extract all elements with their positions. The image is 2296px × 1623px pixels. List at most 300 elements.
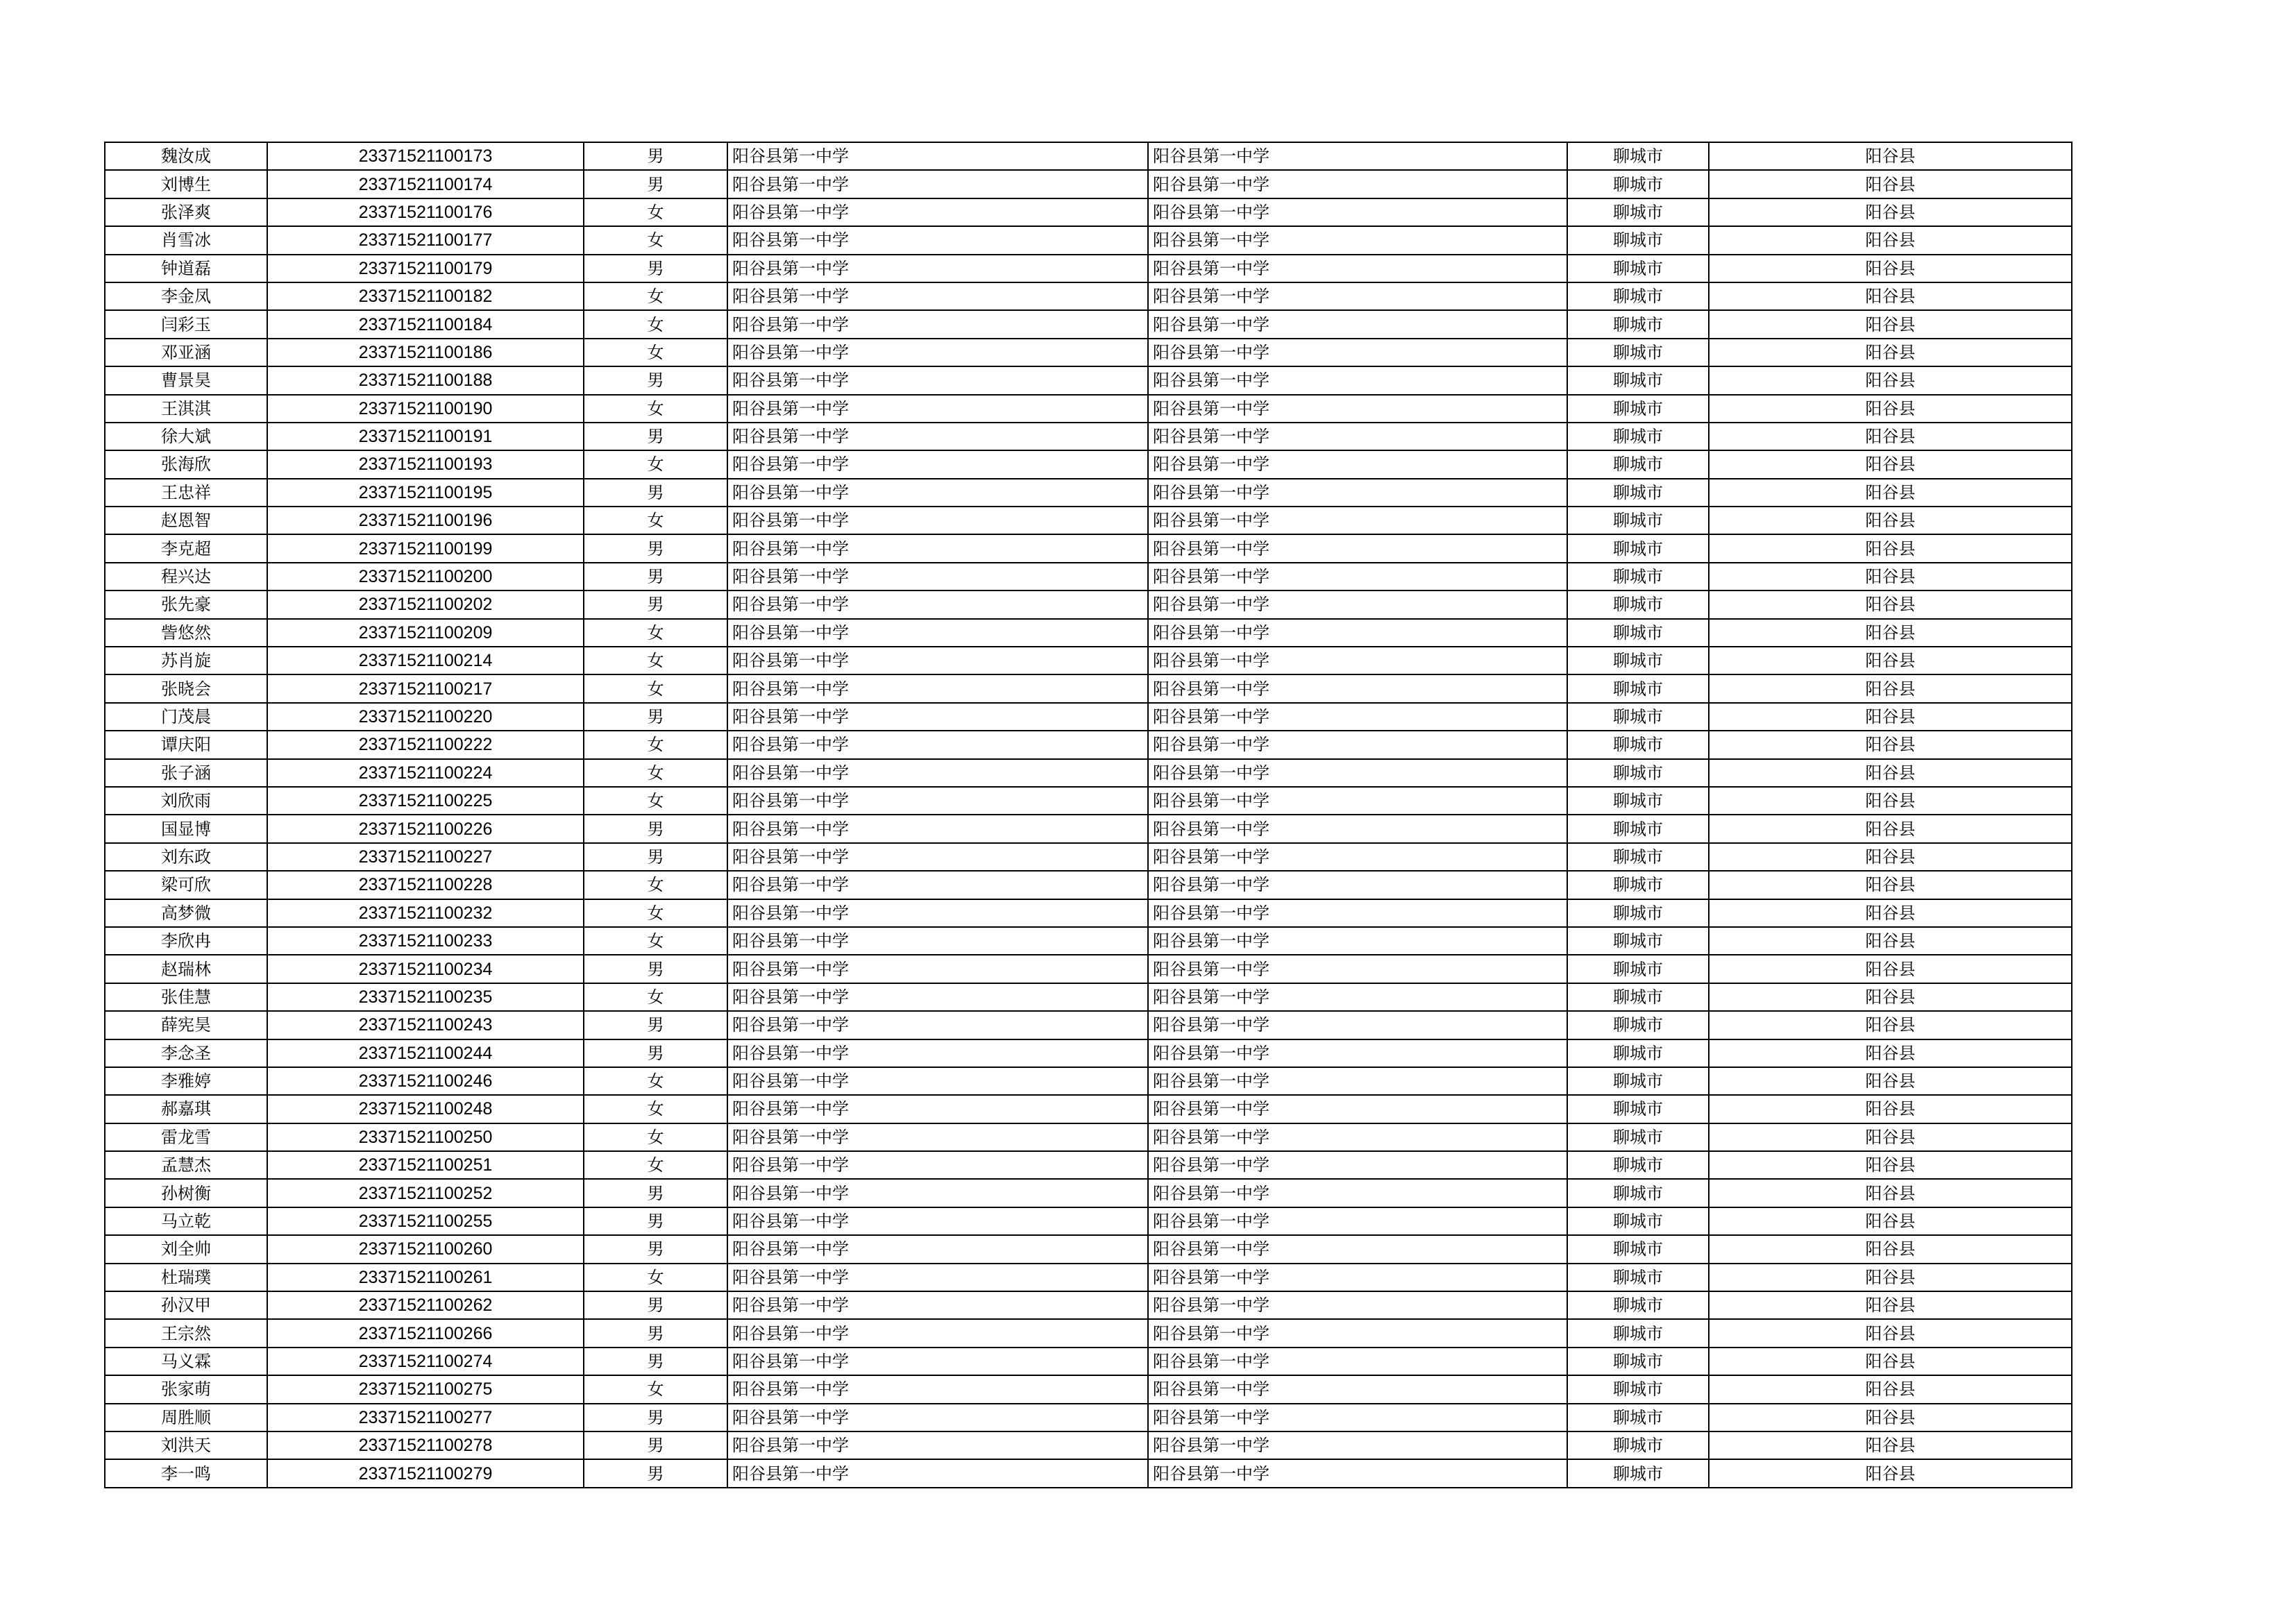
school-cell: 阳谷县第一中学 [727,674,1148,702]
exam-site-cell: 阳谷县第一中学 [1148,1319,1567,1347]
county-cell: 阳谷县 [1709,590,2072,618]
table-row [105,1067,2072,1095]
gender-cell: 男 [584,1404,727,1431]
gender-cell: 女 [584,927,727,955]
school-cell: 阳谷县第一中学 [727,1039,1148,1067]
gender-cell: 男 [584,563,727,590]
county-cell: 阳谷县 [1709,1319,2072,1347]
gender-cell: 男 [584,1431,727,1459]
school-cell: 阳谷县第一中学 [727,871,1148,899]
city-cell: 聊城市 [1567,703,1709,731]
student-name-cell: 张先豪 [105,590,267,618]
exam-site-cell: 阳谷县第一中学 [1148,1011,1567,1039]
student-name-cell: 程兴达 [105,563,267,590]
exam-id-cell: 23371521100255 [267,1207,584,1235]
exam-site-cell: 阳谷县第一中学 [1148,871,1567,899]
student-name-cell: 訾悠然 [105,619,267,647]
table-row [105,226,2072,254]
city-cell: 聊城市 [1567,198,1709,226]
gender-cell: 男 [584,479,727,507]
county-cell: 阳谷县 [1709,1431,2072,1459]
exam-site-cell: 阳谷县第一中学 [1148,703,1567,731]
gender-cell: 男 [584,1179,727,1207]
school-cell: 阳谷县第一中学 [727,1348,1148,1375]
school-cell: 阳谷县第一中学 [727,1404,1148,1431]
gender-cell: 女 [584,871,727,899]
school-cell: 阳谷县第一中学 [727,534,1148,562]
city-cell: 聊城市 [1567,1404,1709,1431]
gender-cell: 男 [584,1291,727,1319]
exam-id-cell: 23371521100244 [267,1039,584,1067]
student-name-cell: 马义霖 [105,1348,267,1375]
student-name-cell: 门茂晨 [105,703,267,731]
exam-id-cell: 23371521100266 [267,1319,584,1347]
exam-id-cell: 23371521100262 [267,1291,584,1319]
student-name-cell: 王忠祥 [105,479,267,507]
county-cell: 阳谷县 [1709,899,2072,927]
table-row [105,534,2072,562]
exam-site-cell: 阳谷县第一中学 [1148,927,1567,955]
exam-id-cell: 23371521100278 [267,1431,584,1459]
exam-site-cell: 阳谷县第一中学 [1148,1291,1567,1319]
exam-site-cell: 阳谷县第一中学 [1148,674,1567,702]
exam-id-cell: 23371521100234 [267,955,584,983]
city-cell: 聊城市 [1567,395,1709,423]
exam-id-cell: 23371521100186 [267,339,584,366]
exam-id-cell: 23371521100233 [267,927,584,955]
exam-site-cell: 阳谷县第一中学 [1148,759,1567,787]
table-row [105,310,2072,338]
gender-cell: 男 [584,1459,727,1487]
table-row [105,590,2072,618]
city-cell: 聊城市 [1567,1179,1709,1207]
city-cell: 聊城市 [1567,170,1709,198]
exam-id-cell: 23371521100177 [267,226,584,254]
gender-cell: 男 [584,1348,727,1375]
city-cell: 聊城市 [1567,479,1709,507]
county-cell: 阳谷县 [1709,1291,2072,1319]
student-name-cell: 刘洪天 [105,1431,267,1459]
table-row [105,674,2072,702]
school-cell: 阳谷县第一中学 [727,142,1148,170]
gender-cell: 女 [584,1123,727,1151]
exam-id-cell: 23371521100246 [267,1067,584,1095]
table-row [105,170,2072,198]
exam-id-cell: 23371521100279 [267,1459,584,1487]
city-cell: 聊城市 [1567,450,1709,478]
student-name-cell: 赵瑞林 [105,955,267,983]
student-name-cell: 邓亚涵 [105,339,267,366]
student-name-cell: 国显博 [105,815,267,842]
county-cell: 阳谷县 [1709,1039,2072,1067]
gender-cell: 女 [584,1067,727,1095]
table-row [105,1348,2072,1375]
county-cell: 阳谷县 [1709,927,2072,955]
student-name-cell: 王淇淇 [105,395,267,423]
gender-cell: 女 [584,507,727,534]
gender-cell: 男 [584,534,727,562]
exam-site-cell: 阳谷县第一中学 [1148,563,1567,590]
gender-cell: 女 [584,787,727,815]
table-row [105,983,2072,1011]
county-cell: 阳谷县 [1709,955,2072,983]
gender-cell: 男 [584,1011,727,1039]
student-name-cell: 张佳慧 [105,983,267,1011]
city-cell: 聊城市 [1567,534,1709,562]
school-cell: 阳谷县第一中学 [727,815,1148,842]
gender-cell: 女 [584,619,727,647]
table-row [105,955,2072,983]
county-cell: 阳谷县 [1709,1067,2072,1095]
table-row [105,1235,2072,1263]
city-cell: 聊城市 [1567,1375,1709,1403]
school-cell: 阳谷县第一中学 [727,590,1148,618]
county-cell: 阳谷县 [1709,310,2072,338]
city-cell: 聊城市 [1567,282,1709,310]
table-row [105,1319,2072,1347]
city-cell: 聊城市 [1567,507,1709,534]
city-cell: 聊城市 [1567,731,1709,758]
school-cell: 阳谷县第一中学 [727,1291,1148,1319]
table-row [105,1264,2072,1291]
student-name-cell: 李金凤 [105,282,267,310]
exam-id-cell: 23371521100227 [267,843,584,871]
exam-id-cell: 23371521100226 [267,815,584,842]
exam-site-cell: 阳谷县第一中学 [1148,1348,1567,1375]
exam-site-cell: 阳谷县第一中学 [1148,731,1567,758]
exam-site-cell: 阳谷县第一中学 [1148,1123,1567,1151]
table-row [105,1151,2072,1179]
exam-site-cell: 阳谷县第一中学 [1148,1067,1567,1095]
exam-id-cell: 23371521100228 [267,871,584,899]
county-cell: 阳谷县 [1709,815,2072,842]
student-name-cell: 李欣冉 [105,927,267,955]
exam-site-cell: 阳谷县第一中学 [1148,366,1567,394]
exam-site-cell: 阳谷县第一中学 [1148,899,1567,927]
city-cell: 聊城市 [1567,1348,1709,1375]
county-cell: 阳谷县 [1709,1123,2072,1151]
school-cell: 阳谷县第一中学 [727,170,1148,198]
table-row [105,1291,2072,1319]
county-cell: 阳谷县 [1709,1151,2072,1179]
county-cell: 阳谷县 [1709,843,2072,871]
exam-id-cell: 23371521100275 [267,1375,584,1403]
exam-site-cell: 阳谷县第一中学 [1148,1151,1567,1179]
student-name-cell: 李一鸣 [105,1459,267,1487]
exam-id-cell: 23371521100220 [267,703,584,731]
student-name-cell: 刘博生 [105,170,267,198]
exam-site-cell: 阳谷县第一中学 [1148,1404,1567,1431]
city-cell: 聊城市 [1567,142,1709,170]
student-name-cell: 孟慧杰 [105,1151,267,1179]
student-name-cell: 徐大斌 [105,423,267,450]
gender-cell: 女 [584,759,727,787]
county-cell: 阳谷县 [1709,255,2072,282]
city-cell: 聊城市 [1567,1011,1709,1039]
student-name-cell: 马立乾 [105,1207,267,1235]
student-name-cell: 薛宪昊 [105,1011,267,1039]
student-name-cell: 高梦微 [105,899,267,927]
gender-cell: 女 [584,1095,727,1123]
school-cell: 阳谷县第一中学 [727,759,1148,787]
school-cell: 阳谷县第一中学 [727,1067,1148,1095]
table-row [105,1039,2072,1067]
exam-id-cell: 23371521100184 [267,310,584,338]
exam-site-cell: 阳谷县第一中学 [1148,226,1567,254]
city-cell: 聊城市 [1567,759,1709,787]
county-cell: 阳谷县 [1709,1179,2072,1207]
student-name-cell: 郝嘉琪 [105,1095,267,1123]
school-cell: 阳谷县第一中学 [727,1123,1148,1151]
county-cell: 阳谷县 [1709,339,2072,366]
school-cell: 阳谷县第一中学 [727,703,1148,731]
exam-site-cell: 阳谷县第一中学 [1148,310,1567,338]
city-cell: 聊城市 [1567,619,1709,647]
gender-cell: 女 [584,198,727,226]
table-row [105,1179,2072,1207]
county-cell: 阳谷县 [1709,1404,2072,1431]
county-cell: 阳谷县 [1709,170,2072,198]
county-cell: 阳谷县 [1709,1264,2072,1291]
exam-id-cell: 23371521100199 [267,534,584,562]
gender-cell: 男 [584,1207,727,1235]
school-cell: 阳谷县第一中学 [727,507,1148,534]
roster-table [104,142,2073,1488]
exam-id-cell: 23371521100222 [267,731,584,758]
county-cell: 阳谷县 [1709,563,2072,590]
county-cell: 阳谷县 [1709,1459,2072,1487]
student-name-cell: 张子涵 [105,759,267,787]
gender-cell: 女 [584,647,727,674]
table-row [105,423,2072,450]
exam-site-cell: 阳谷县第一中学 [1148,1459,1567,1487]
exam-site-cell: 阳谷县第一中学 [1148,1207,1567,1235]
exam-id-cell: 23371521100196 [267,507,584,534]
table-row [105,1431,2072,1459]
student-name-cell: 张家萌 [105,1375,267,1403]
county-cell: 阳谷县 [1709,423,2072,450]
student-name-cell: 肖雪冰 [105,226,267,254]
exam-site-cell: 阳谷县第一中学 [1148,142,1567,170]
table-row [105,1375,2072,1403]
student-name-cell: 闫彩玉 [105,310,267,338]
student-name-cell: 孙汉甲 [105,1291,267,1319]
gender-cell: 男 [584,955,727,983]
exam-site-cell: 阳谷县第一中学 [1148,983,1567,1011]
exam-site-cell: 阳谷县第一中学 [1148,198,1567,226]
county-cell: 阳谷县 [1709,507,2072,534]
gender-cell: 女 [584,339,727,366]
school-cell: 阳谷县第一中学 [727,1459,1148,1487]
exam-site-cell: 阳谷县第一中学 [1148,170,1567,198]
table-row [105,647,2072,674]
city-cell: 聊城市 [1567,787,1709,815]
county-cell: 阳谷县 [1709,395,2072,423]
table-row [105,815,2072,842]
county-cell: 阳谷县 [1709,450,2072,478]
table-row [105,395,2072,423]
table-row [105,339,2072,366]
county-cell: 阳谷县 [1709,871,2072,899]
exam-id-cell: 23371521100193 [267,450,584,478]
table-row [105,282,2072,310]
exam-id-cell: 23371521100188 [267,366,584,394]
exam-id-cell: 23371521100251 [267,1151,584,1179]
table-row [105,927,2072,955]
city-cell: 聊城市 [1567,1095,1709,1123]
school-cell: 阳谷县第一中学 [727,366,1148,394]
city-cell: 聊城市 [1567,1207,1709,1235]
exam-id-cell: 23371521100209 [267,619,584,647]
exam-site-cell: 阳谷县第一中学 [1148,450,1567,478]
student-name-cell: 钟道磊 [105,255,267,282]
exam-site-cell: 阳谷县第一中学 [1148,423,1567,450]
exam-id-cell: 23371521100174 [267,170,584,198]
gender-cell: 男 [584,1319,727,1347]
gender-cell: 男 [584,142,727,170]
gender-cell: 男 [584,815,727,842]
exam-id-cell: 23371521100214 [267,647,584,674]
student-name-cell: 刘全帅 [105,1235,267,1263]
table-row [105,871,2072,899]
student-name-cell: 张泽爽 [105,198,267,226]
school-cell: 阳谷县第一中学 [727,619,1148,647]
table-row [105,255,2072,282]
table-row [105,899,2072,927]
city-cell: 聊城市 [1567,1319,1709,1347]
student-name-cell: 王宗然 [105,1319,267,1347]
school-cell: 阳谷县第一中学 [727,1375,1148,1403]
exam-id-cell: 23371521100173 [267,142,584,170]
table-row [105,507,2072,534]
county-cell: 阳谷县 [1709,1011,2072,1039]
school-cell: 阳谷县第一中学 [727,282,1148,310]
student-name-cell: 魏汝成 [105,142,267,170]
gender-cell: 女 [584,1264,727,1291]
school-cell: 阳谷县第一中学 [727,1207,1148,1235]
exam-site-cell: 阳谷县第一中学 [1148,815,1567,842]
student-name-cell: 李克超 [105,534,267,562]
school-cell: 阳谷县第一中学 [727,1235,1148,1263]
school-cell: 阳谷县第一中学 [727,983,1148,1011]
gender-cell: 女 [584,226,727,254]
gender-cell: 女 [584,1375,727,1403]
gender-cell: 男 [584,843,727,871]
city-cell: 聊城市 [1567,927,1709,955]
exam-site-cell: 阳谷县第一中学 [1148,507,1567,534]
exam-id-cell: 23371521100176 [267,198,584,226]
gender-cell: 女 [584,899,727,927]
student-name-cell: 李雅婷 [105,1067,267,1095]
county-cell: 阳谷县 [1709,1375,2072,1403]
county-cell: 阳谷县 [1709,703,2072,731]
exam-site-cell: 阳谷县第一中学 [1148,534,1567,562]
table-row [105,479,2072,507]
exam-id-cell: 23371521100202 [267,590,584,618]
city-cell: 聊城市 [1567,1264,1709,1291]
school-cell: 阳谷县第一中学 [727,647,1148,674]
exam-id-cell: 23371521100182 [267,282,584,310]
county-cell: 阳谷县 [1709,619,2072,647]
city-cell: 聊城市 [1567,1235,1709,1263]
student-name-cell: 曹景昊 [105,366,267,394]
exam-site-cell: 阳谷县第一中学 [1148,1039,1567,1067]
city-cell: 聊城市 [1567,983,1709,1011]
exam-id-cell: 23371521100179 [267,255,584,282]
student-name-cell: 苏肖旋 [105,647,267,674]
table-row [105,198,2072,226]
exam-site-cell: 阳谷县第一中学 [1148,1375,1567,1403]
school-cell: 阳谷县第一中学 [727,843,1148,871]
gender-cell: 男 [584,366,727,394]
gender-cell: 女 [584,395,727,423]
roster-body [105,142,2072,1488]
exam-site-cell: 阳谷县第一中学 [1148,787,1567,815]
exam-site-cell: 阳谷县第一中学 [1148,647,1567,674]
city-cell: 聊城市 [1567,815,1709,842]
city-cell: 聊城市 [1567,423,1709,450]
school-cell: 阳谷县第一中学 [727,198,1148,226]
county-cell: 阳谷县 [1709,1207,2072,1235]
county-cell: 阳谷县 [1709,366,2072,394]
city-cell: 聊城市 [1567,871,1709,899]
gender-cell: 男 [584,170,727,198]
table-row [105,703,2072,731]
school-cell: 阳谷县第一中学 [727,1095,1148,1123]
school-cell: 阳谷县第一中学 [727,339,1148,366]
school-cell: 阳谷县第一中学 [727,395,1148,423]
gender-cell: 女 [584,731,727,758]
county-cell: 阳谷县 [1709,983,2072,1011]
exam-id-cell: 23371521100232 [267,899,584,927]
city-cell: 聊城市 [1567,955,1709,983]
student-name-cell: 刘欣雨 [105,787,267,815]
table-row [105,563,2072,590]
city-cell: 聊城市 [1567,1431,1709,1459]
city-cell: 聊城市 [1567,674,1709,702]
city-cell: 聊城市 [1567,1123,1709,1151]
city-cell: 聊城市 [1567,366,1709,394]
student-name-cell: 李念圣 [105,1039,267,1067]
exam-site-cell: 阳谷县第一中学 [1148,1264,1567,1291]
school-cell: 阳谷县第一中学 [727,955,1148,983]
city-cell: 聊城市 [1567,310,1709,338]
school-cell: 阳谷县第一中学 [727,1011,1148,1039]
county-cell: 阳谷县 [1709,226,2072,254]
table-row [105,731,2072,758]
exam-id-cell: 23371521100225 [267,787,584,815]
table-row [105,843,2072,871]
student-name-cell: 谭庆阳 [105,731,267,758]
exam-site-cell: 阳谷县第一中学 [1148,395,1567,423]
school-cell: 阳谷县第一中学 [727,1319,1148,1347]
exam-id-cell: 23371521100274 [267,1348,584,1375]
exam-id-cell: 23371521100252 [267,1179,584,1207]
school-cell: 阳谷县第一中学 [727,731,1148,758]
exam-id-cell: 23371521100250 [267,1123,584,1151]
gender-cell: 女 [584,1151,727,1179]
student-name-cell: 雷龙雪 [105,1123,267,1151]
exam-site-cell: 阳谷县第一中学 [1148,1431,1567,1459]
exam-id-cell: 23371521100200 [267,563,584,590]
county-cell: 阳谷县 [1709,731,2072,758]
county-cell: 阳谷县 [1709,479,2072,507]
exam-site-cell: 阳谷县第一中学 [1148,590,1567,618]
student-name-cell: 杜瑞璞 [105,1264,267,1291]
county-cell: 阳谷县 [1709,1348,2072,1375]
county-cell: 阳谷县 [1709,282,2072,310]
school-cell: 阳谷县第一中学 [727,787,1148,815]
